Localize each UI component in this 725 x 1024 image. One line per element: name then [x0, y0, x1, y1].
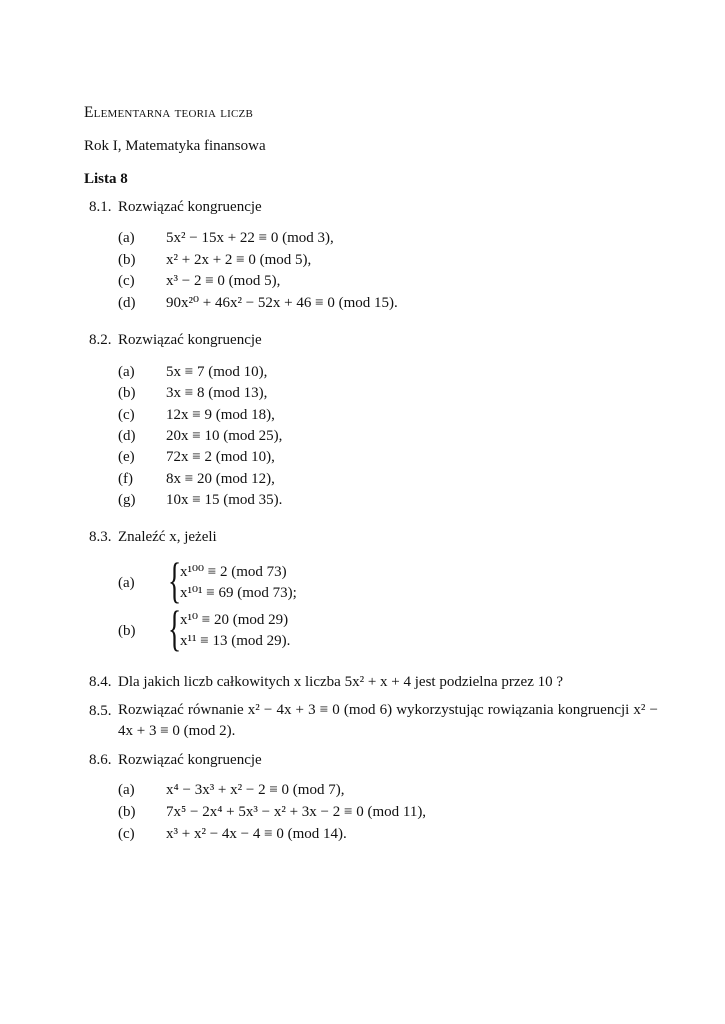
item-expression: 7x⁵ − 2x⁴ + 5x³ − x² + 3x − 2 ≡ 0 (mod 11), [166, 804, 427, 820]
item-expression: x³ − 2 ≡ 0 (mod 5), [166, 273, 281, 289]
system-line: x¹⁰⁰ ≡ 2 (mod 73) [180, 564, 287, 580]
problem-prompt: Rozwiązać kongruencje [118, 332, 262, 348]
system-line: x¹⁰ ≡ 20 (mod 29) [180, 612, 289, 628]
item-expression: 90x²⁰ + 46x² − 52x + 46 ≡ 0 (mod 15). [166, 295, 398, 311]
brace-symbol: { [168, 600, 182, 656]
system-label: (b) [118, 623, 136, 639]
problem-number: 8.5. [89, 703, 112, 719]
item-expression: 5x ≡ 7 (mod 10), [166, 364, 268, 380]
problem-prompt: Znaleźć x, jeżeli [118, 529, 217, 545]
problem-number: 8.4. [89, 674, 112, 690]
problem-text: Dla jakich liczb całkowitych x liczba 5x² + x + 4 jest podzielna przez 10 ? [118, 674, 564, 690]
problem-number: 8.6. [89, 752, 112, 768]
item-expression: 5x² − 15x + 22 ≡ 0 (mod 3), [166, 230, 334, 246]
item-expression: x³ + x² − 4x − 4 ≡ 0 (mod 14). [166, 826, 347, 842]
item-label: (d) [118, 295, 136, 311]
item-label: (a) [118, 364, 135, 380]
item-expression: x⁴ − 3x³ + x² − 2 ≡ 0 (mod 7), [166, 782, 345, 798]
item-label: (e) [118, 449, 135, 465]
problem-prompt: Rozwiązać kongruencje [118, 752, 262, 768]
system-line: x¹⁰¹ ≡ 69 (mod 73); [180, 585, 297, 601]
item-expression: 3x ≡ 8 (mod 13), [166, 385, 268, 401]
item-label: (c) [118, 826, 135, 842]
item-label: (c) [118, 407, 135, 423]
list-title: Lista 8 [84, 171, 128, 187]
problem-number: 8.3. [89, 529, 112, 545]
item-label: (a) [118, 230, 135, 246]
item-expression: 20x ≡ 10 (mod 25), [166, 428, 283, 444]
item-label: (b) [118, 252, 136, 268]
item-label: (b) [118, 804, 136, 820]
item-expression: 10x ≡ 15 (mod 35). [166, 492, 283, 508]
system-label: (a) [118, 575, 135, 591]
item-label: (f) [118, 471, 133, 487]
course-line: Rok I, Matematyka finansowa [84, 138, 266, 154]
problem-prompt: Rozwiązać kongruencje [118, 199, 262, 215]
item-label: (a) [118, 782, 135, 798]
item-expression: 12x ≡ 9 (mod 18), [166, 407, 275, 423]
item-label: (g) [118, 492, 136, 508]
system-line: x¹¹ ≡ 13 (mod 29). [180, 633, 291, 649]
problem-number: 8.2. [89, 332, 112, 348]
item-label: (b) [118, 385, 136, 401]
problem-text: Rozwiązać równanie x² − 4x + 3 ≡ 0 (mod 6) wykorzystując rowiązania kongruencji x² − 4x + 3 ≡ 0 (mod 2). [118, 702, 658, 739]
item-expression: 72x ≡ 2 (mod 10), [166, 449, 275, 465]
item-label: (d) [118, 428, 136, 444]
problem-number: 8.1. [89, 199, 112, 215]
document-title: Elementarna teoria liczb [84, 104, 254, 121]
brace-symbol: { [168, 552, 182, 608]
item-label: (c) [118, 273, 135, 289]
item-expression: 8x ≡ 20 (mod 12), [166, 471, 275, 487]
item-expression: x² + 2x + 2 ≡ 0 (mod 5), [166, 252, 312, 268]
